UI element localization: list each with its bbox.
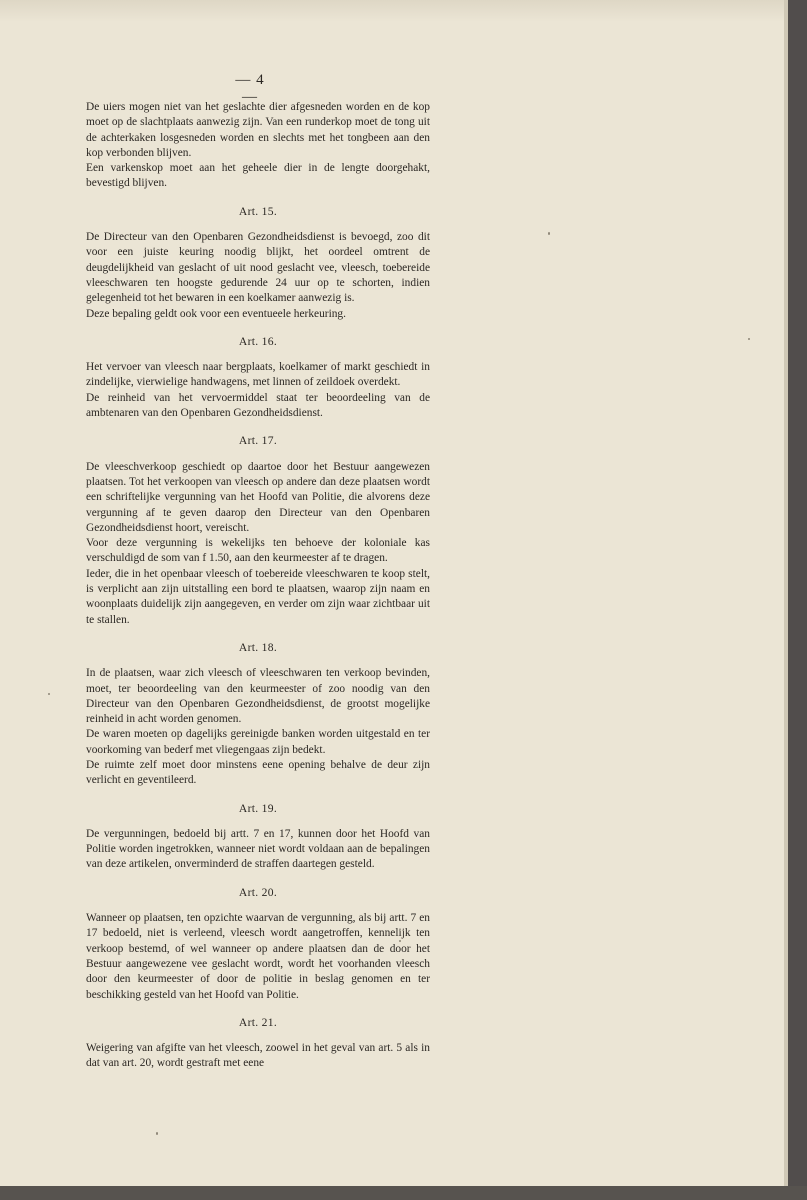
article-paragraph: Het vervoer van vleesch naar bergplaats, koelkamer of markt geschiedt in zindelijke, vierwielige handwagens, met linnen of zeildoek overdekt. bbox=[86, 361, 430, 389]
article-paragraph: In de plaatsen, waar zich vleesch of vleeschwaren ten verkoop bevinden, moet, ter beoordeeling van den keurmeester of zoo noodig van den Directeur van den Openbaren Gezondheidsdienst, de grootst mogelijke reinheid in acht worden genomen. bbox=[86, 667, 430, 726]
article-paragraph: De vleeschverkoop geschiedt op daartoe door het Bestuur aangewezen plaatsen. Tot het verkoopen van vleesch op andere dan deze plaatsen wordt een schriftelijke vergunning van het Hoofd van Politie, die alvorens deze vergunning af te geven daarop den Directeur van den Openbaren Gezondheidsdienst hoort, vereischt. bbox=[86, 460, 430, 534]
document-body bbox=[86, 100, 430, 1072]
article-paragraph: De uiers mogen niet van het geslachte dier afgesneden worden en de kop moet op de slachtplaats aanwezig zijn. Van een runderkop moet de tong uit de achterkaken losgesneden worden en slechts met het tongbeen aan den kop verbonden blijven. bbox=[86, 101, 430, 159]
page-number: — 4 — bbox=[235, 72, 265, 105]
article-paragraph: De ruimte zelf moet door minstens eene opening behalve de deur zijn verlicht en geventileerd. bbox=[86, 758, 430, 787]
article-paragraph: Ieder, die in het openbaar vleesch of toebereide vleeschwaren te koop stelt, is verplicht aan zijn uitstalling een bord te plaatsen, waarop zijn naam en woonplaats duidelijk zijn aangegeven, en verder om zijn waar zichtbaar uit te stallen. bbox=[86, 567, 430, 626]
paper-speck bbox=[548, 232, 550, 235]
article-paragraph: De Directeur van den Openbaren Gezondheidsdienst is bevoegd, zoo dit voor een juiste keuring noodig blijkt, het oordeel omtrent de deugdelijkheid van geslacht of uit nood geslacht vee, vleesch, toebereide vleeschwaren ten hoogste gedurende 24 uur op te schorten, indien gelegenheid tot het bewaren in een koelkamer aanwezig is. bbox=[86, 231, 430, 305]
article-paragraph: Voor deze vergunning is wekelijks ten behoeve der koloniale kas verschuldigd de som van f 1.50, aan den keurmeester af te dragen. bbox=[86, 537, 430, 565]
article-heading: Art. 16. bbox=[238, 334, 278, 348]
article-heading: Art. 20. bbox=[238, 885, 278, 899]
article-paragraph: Een varkenskop moet aan het geheele dier in de lengte doorgehakt, bevestigd blijven. bbox=[86, 162, 430, 190]
article-paragraph: De waren moeten op dagelijks gereinigde banken worden uitgestald en ter voorkoming van bederf met vliegengaas zijn bedekt. bbox=[86, 728, 430, 756]
article-paragraph: Deze bepaling geldt ook voor een eventueele herkeuring. bbox=[86, 307, 346, 320]
scan-top-edge bbox=[0, 0, 807, 22]
article-heading: Art. 17. bbox=[238, 434, 278, 448]
scan-right-border bbox=[788, 0, 807, 1200]
article-paragraph: Wanneer op plaatsen, ten opzichte waarvan de vergunning, als bij artt. 7 en 17 bedoeld, niet is verleend, vleesch wordt aangetroffen, kennelijk ten verkoop bestemd, of wel wanneer op andere plaatsen dan de door het Bestuur aangewezene vee geslacht wordt, wordt het voorhanden vleesch door den keurmeester of door de politie in beslag genomen en ter beschikking gesteld van het Hoofd van Politie. bbox=[86, 912, 430, 1001]
article-paragraph: De reinheid van het vervoermiddel staat ter beoordeeling van de ambtenaren van den Openbaren Gezondheidsdienst. bbox=[86, 391, 430, 420]
paper-speck bbox=[48, 693, 50, 695]
article-paragraph: De vergunningen, bedoeld bij artt. 7 en 17, kunnen door het Hoofd van Politie worden ingetrokken, wanneer niet wordt voldaan aan de bepalingen van deze artikelen, onverminderd de straffen daartegen gesteld. bbox=[86, 827, 430, 871]
article-heading: Art. 15. bbox=[238, 204, 278, 218]
article-heading: Art. 19. bbox=[238, 801, 278, 815]
paper-speck bbox=[748, 338, 750, 340]
article-heading: Art. 18. bbox=[238, 640, 278, 654]
scan-bottom-border bbox=[0, 1186, 807, 1200]
article-heading: Art. 21. bbox=[238, 1015, 278, 1029]
paper-speck bbox=[156, 1132, 158, 1135]
article-paragraph: Weigering van afgifte van het vleesch, zoowel in het geval van art. 5 als in dat van art. 20, wordt gestraft met eene bbox=[86, 1042, 430, 1070]
